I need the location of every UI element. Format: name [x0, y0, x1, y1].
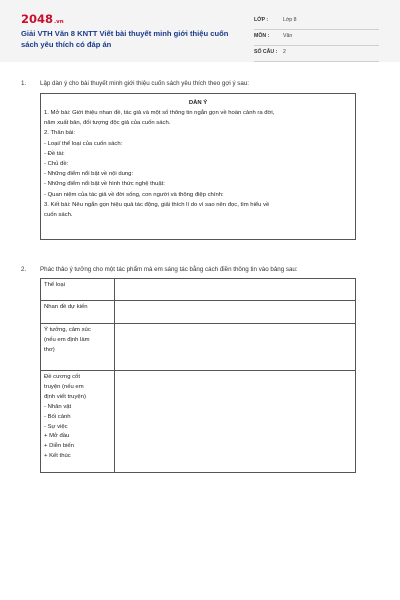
outline-line: 1. Mở bài: Giới thiệu nhan đề, tác giả và một số thông tin ngắn gọn về hoàn cảnh ra đời, [44, 110, 275, 116]
outline-line: - Những điểm nổi bật về nội dung: [44, 171, 134, 178]
outline-line: - Đề tài: [44, 150, 65, 157]
logo-suffix: .vn [54, 19, 64, 25]
table-label-line: - Sự việc [44, 423, 68, 430]
table-row [41, 279, 356, 301]
meta-row [254, 46, 379, 62]
table-label-line: truyện (nếu em [44, 383, 84, 390]
meta-value: Lớp 8 [283, 17, 297, 23]
meta-key: LỚP : [254, 17, 269, 23]
question-2-text: Phác thảo ý tưởng cho một tác phẩm mà em sáng tác bằng cách điền thông tin vào bảng sau: [40, 266, 298, 273]
idea-sketch-table [40, 278, 356, 473]
table-label-cell [41, 324, 115, 371]
table-label-line: định viết truyện) [44, 393, 86, 400]
table-answer-cell[interactable] [115, 324, 356, 371]
table-label-line: - Bối cảnh [44, 413, 71, 420]
table-label-cell [41, 279, 115, 301]
table-row [41, 324, 356, 371]
table-label-line: Thể loại [44, 282, 65, 288]
table-row [41, 301, 356, 324]
site-logo[interactable] [21, 12, 64, 26]
table-label-line: Đề cương cốt [44, 374, 80, 380]
outline-line: - Những điểm nổi bật về hình thức nghệ thuật: [44, 181, 165, 188]
table-label-cell [41, 301, 115, 324]
outline-box-title: DÀN Ý [188, 100, 208, 106]
logo-text: 2048 [21, 12, 54, 26]
outline-line: năm xuất bản, đối tượng độc giả của cuốn sách. [44, 120, 171, 127]
table-label-line: + Kết thúc [44, 453, 71, 460]
meta-key: SỐ CÂU : [254, 49, 278, 55]
meta-row [254, 14, 379, 30]
outline-box [40, 93, 356, 240]
table-label-line: (nếu em định làm [44, 336, 90, 343]
question-1-number: 1. [21, 80, 27, 87]
table-label-line: Nhan đề dự kiến [44, 304, 88, 310]
table-label-line: - Nhân vật [44, 403, 72, 410]
table-label-line: Ý tưởng, cảm xúc [44, 327, 91, 333]
question-1-text: Lập dàn ý cho bài thuyết minh giới thiệu cuốn sách yêu thích theo gợi ý sau: [40, 80, 249, 87]
table-label-line: + Diễn biến [44, 443, 74, 450]
table-row [41, 371, 356, 473]
outline-line: 2. Thân bài: [44, 130, 76, 137]
meta-row [254, 30, 379, 46]
outline-line: cuốn sách. [44, 212, 73, 219]
table-answer-cell[interactable] [115, 279, 356, 301]
meta-info-panel [254, 14, 379, 62]
table-label-cell [41, 371, 115, 473]
table-label-line: thơ) [44, 346, 55, 353]
question-2-number: 2. [21, 266, 27, 273]
meta-value: Văn [283, 33, 293, 39]
document-title: Giải VTH Văn 8 KNTT Viết bài thuyết minh giới thiệu cuốn sách yêu thích có đáp án [21, 29, 229, 49]
table-answer-cell[interactable] [115, 371, 356, 473]
page-header [0, 0, 400, 62]
meta-value: 2 [283, 49, 286, 55]
table-answer-cell[interactable] [115, 301, 356, 324]
outline-line: - Quan niệm của tác giả về đời sống, con người và thông điệp chính: [44, 191, 224, 198]
outline-line: 3. Kết bài: Nêu ngắn gọn hiệu quả tác động, giải thích lí do vì sao nên đọc, tìm hiểu về [44, 201, 270, 208]
outline-line: - Loại/ thể loại của cuốn sách: [44, 140, 123, 147]
outline-line: - Chủ đề: [44, 161, 69, 168]
table-label-line: + Mở đầu [44, 433, 70, 440]
meta-key: MÔN : [254, 33, 270, 39]
